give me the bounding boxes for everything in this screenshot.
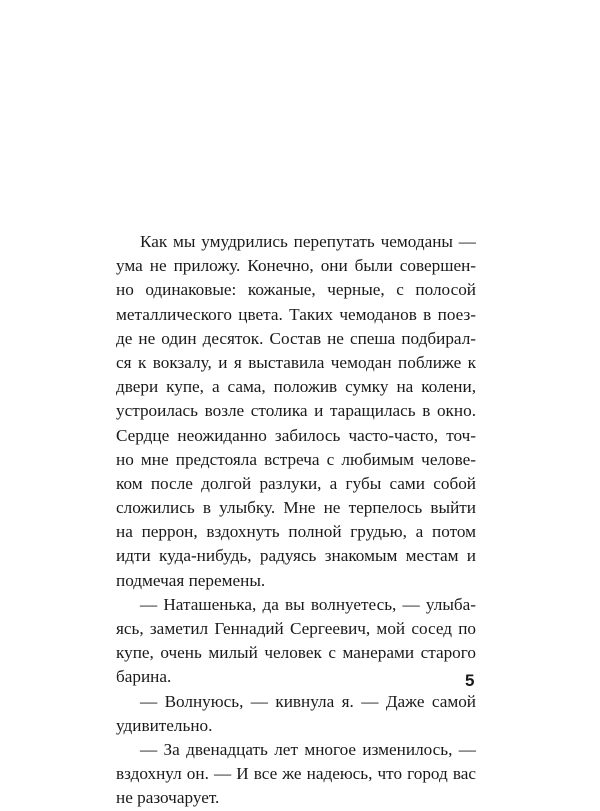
text-line: на перрон, вздохнуть полной грудью, а потом [116, 522, 476, 542]
text-line: идти куда-нибудь, радуясь знакомым местам и [116, 546, 476, 566]
text-line: металлического цвета. Таких чемоданов в поез- [116, 304, 476, 324]
text-line: устроилась возле столика и таращилась в окно. [116, 401, 476, 421]
text-line: но одинаковые: кожаные, черные, с полосой [116, 280, 476, 300]
page-number: 5 [465, 671, 475, 690]
text-line: не разочарует. [116, 788, 220, 808]
text-line: де не один десяток. Состав не спеша подбирал- [116, 328, 476, 348]
text-line: сложились в улыбку. Мне не терпелось выйти [116, 498, 476, 518]
text-line: купе, очень милый человек с манерами старого [116, 643, 476, 663]
text-line: Как мы умудрились перепутать чемоданы — [140, 232, 476, 251]
text-line: ума не приложу. Конечно, они были совершен- [116, 256, 476, 276]
text-line: Сердце неожиданно забилось часто-часто, точ- [116, 425, 476, 445]
text-line: — Волнуюсь, — кивнула я. — Даже самой [140, 691, 476, 711]
text-line: ком после долгой разлуки, а губы сами собой [116, 473, 476, 493]
text-line: двери купе, а сама, положив сумку на колени, [116, 377, 476, 397]
text-line: — За двенадцать лет многое изменилось, — [140, 739, 476, 759]
text-line: но мне предстояла встреча с любимым челове- [116, 449, 476, 469]
text-line: барина. [116, 667, 172, 687]
body-text [116, 230, 476, 811]
text-line: ясь, заметил Геннадий Сергеевич, мой сосед по [116, 619, 476, 638]
text-line: ся к вокзалу, и я выставила чемодан поближе к [116, 352, 476, 372]
text-line: вздохнул он. — И все же надеюсь, что город вас [116, 764, 476, 784]
text-line: удивительно. [116, 715, 213, 735]
text-line: — Наташенька, да вы волнуетесь, — улыба- [140, 594, 476, 614]
text-line: подмечая перемены. [116, 570, 266, 590]
